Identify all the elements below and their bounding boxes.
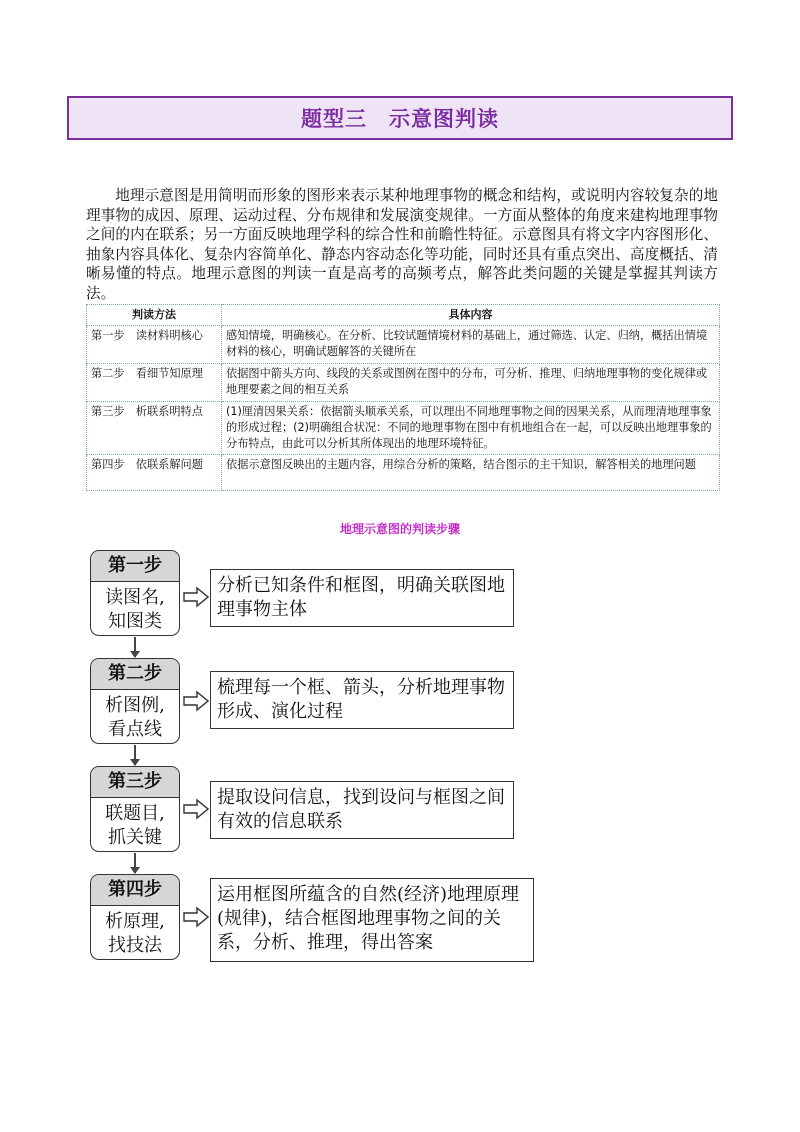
section-title: 题型三 示意图判读 bbox=[301, 107, 499, 131]
step-box-1 bbox=[90, 550, 180, 636]
section-title-box bbox=[67, 96, 733, 140]
step-head: 第一步 bbox=[91, 551, 179, 582]
step-desc-1: 分析已知条件和框图，明确关联图地理事物主体 bbox=[210, 569, 514, 627]
step-desc-2: 梳理每一个框、箭头，分析地理事物形成、演化过程 bbox=[210, 671, 514, 729]
row-method: 第三步 析联系明特点 bbox=[87, 402, 222, 455]
header-method: 判读方法 bbox=[87, 305, 222, 326]
step-desc-3: 提取设问信息，找到设问与框图之间有效的信息联系 bbox=[210, 781, 514, 839]
step-body bbox=[91, 582, 179, 634]
right-arrow-icon bbox=[183, 586, 209, 608]
row-method: 第一步 读材料明核心 bbox=[87, 326, 222, 364]
header-content: 具体内容 bbox=[222, 305, 720, 326]
step-line: 读图名, bbox=[105, 587, 165, 608]
row-content: (1)厘清因果关系：依据箭头顺承关系，可以理出不同地理事物之间的因果关系，从而理清地理事象的形成过程；(2)明确组合状况：不同的地理事物在图中有机地组合在一起，可以反映出地理事象的分布特点，由此可以分析其所体现出的地理环境特征。 bbox=[222, 402, 720, 455]
step-desc-4: 运用框图所蕴含的自然(经济)地理原理(规律)，结合框图地理事物之间的关系，分析、推理，得出答案 bbox=[210, 878, 534, 962]
step-box-4 bbox=[90, 874, 180, 960]
table-row bbox=[87, 455, 720, 491]
right-arrow-icon bbox=[183, 690, 209, 712]
right-arrow-icon bbox=[183, 798, 209, 820]
intro-paragraph: 地理示意图是用简明而形象的图形来表示某种地理事物的概念和结构，或说明内容较复杂的地理事物的成因、原理、运动过程、分布规律和发展演变规律。一方面从整体的角度来建构地理事物之间的内在联系；另一方面反映地理学科的综合性和前瞻性特征。示意图具有将文字内容图形化、抽象内容具体化、复杂内容简单化、静态内容动态化等功能，同时还具有重点突出、高度概括、清晰易懂的特点。地理示意图的判读一直是高考的高频考点，解答此类问题的关键是掌握其判读方法。 bbox=[86, 187, 718, 302]
table-row bbox=[87, 326, 720, 364]
down-arrow-icon bbox=[134, 853, 136, 873]
right-arrow-icon bbox=[183, 906, 209, 928]
step-box-2 bbox=[90, 658, 180, 744]
step-head: 第二步 bbox=[91, 659, 179, 690]
step-line: 知图类 bbox=[108, 611, 162, 632]
method-table bbox=[86, 304, 720, 491]
row-content: 依据图中箭头方向、线段的关系或图例在图中的分布，可分析、推理、归纳地理事物的变化规律或地理要素之间的相互关系 bbox=[222, 364, 720, 402]
step-head: 第四步 bbox=[91, 875, 179, 906]
step-body bbox=[91, 690, 179, 742]
step-line: 析原理, bbox=[105, 911, 165, 932]
step-line: 抓关键 bbox=[108, 827, 162, 848]
row-method: 第四步 依联系解问题 bbox=[87, 455, 222, 491]
step-line: 析图例, bbox=[105, 695, 165, 716]
row-content: 依据示意图反映出的主题内容，用综合分析的策略，结合图示的主干知识，解答相关的地理问题 bbox=[222, 455, 720, 491]
table-header-row bbox=[87, 305, 720, 326]
table-row bbox=[87, 402, 720, 455]
step-line: 看点线 bbox=[108, 719, 162, 740]
step-line: 找技法 bbox=[108, 935, 162, 956]
table-row bbox=[87, 364, 720, 402]
step-head: 第三步 bbox=[91, 767, 179, 798]
row-content: 感知情境，明确核心。在分析、比较试题情境材料的基础上，通过筛选、认定、归纳，概括出情境材料的核心，明确试题解答的关键所在 bbox=[222, 326, 720, 364]
step-box-3 bbox=[90, 766, 180, 852]
row-method: 第二步 看细节知原理 bbox=[87, 364, 222, 402]
step-body bbox=[91, 798, 179, 850]
down-arrow-icon bbox=[134, 745, 136, 765]
step-line: 联题目, bbox=[105, 803, 165, 824]
flowchart-title: 地理示意图的判读步骤 bbox=[339, 522, 460, 536]
down-arrow-icon bbox=[134, 637, 136, 657]
step-body bbox=[91, 906, 179, 958]
